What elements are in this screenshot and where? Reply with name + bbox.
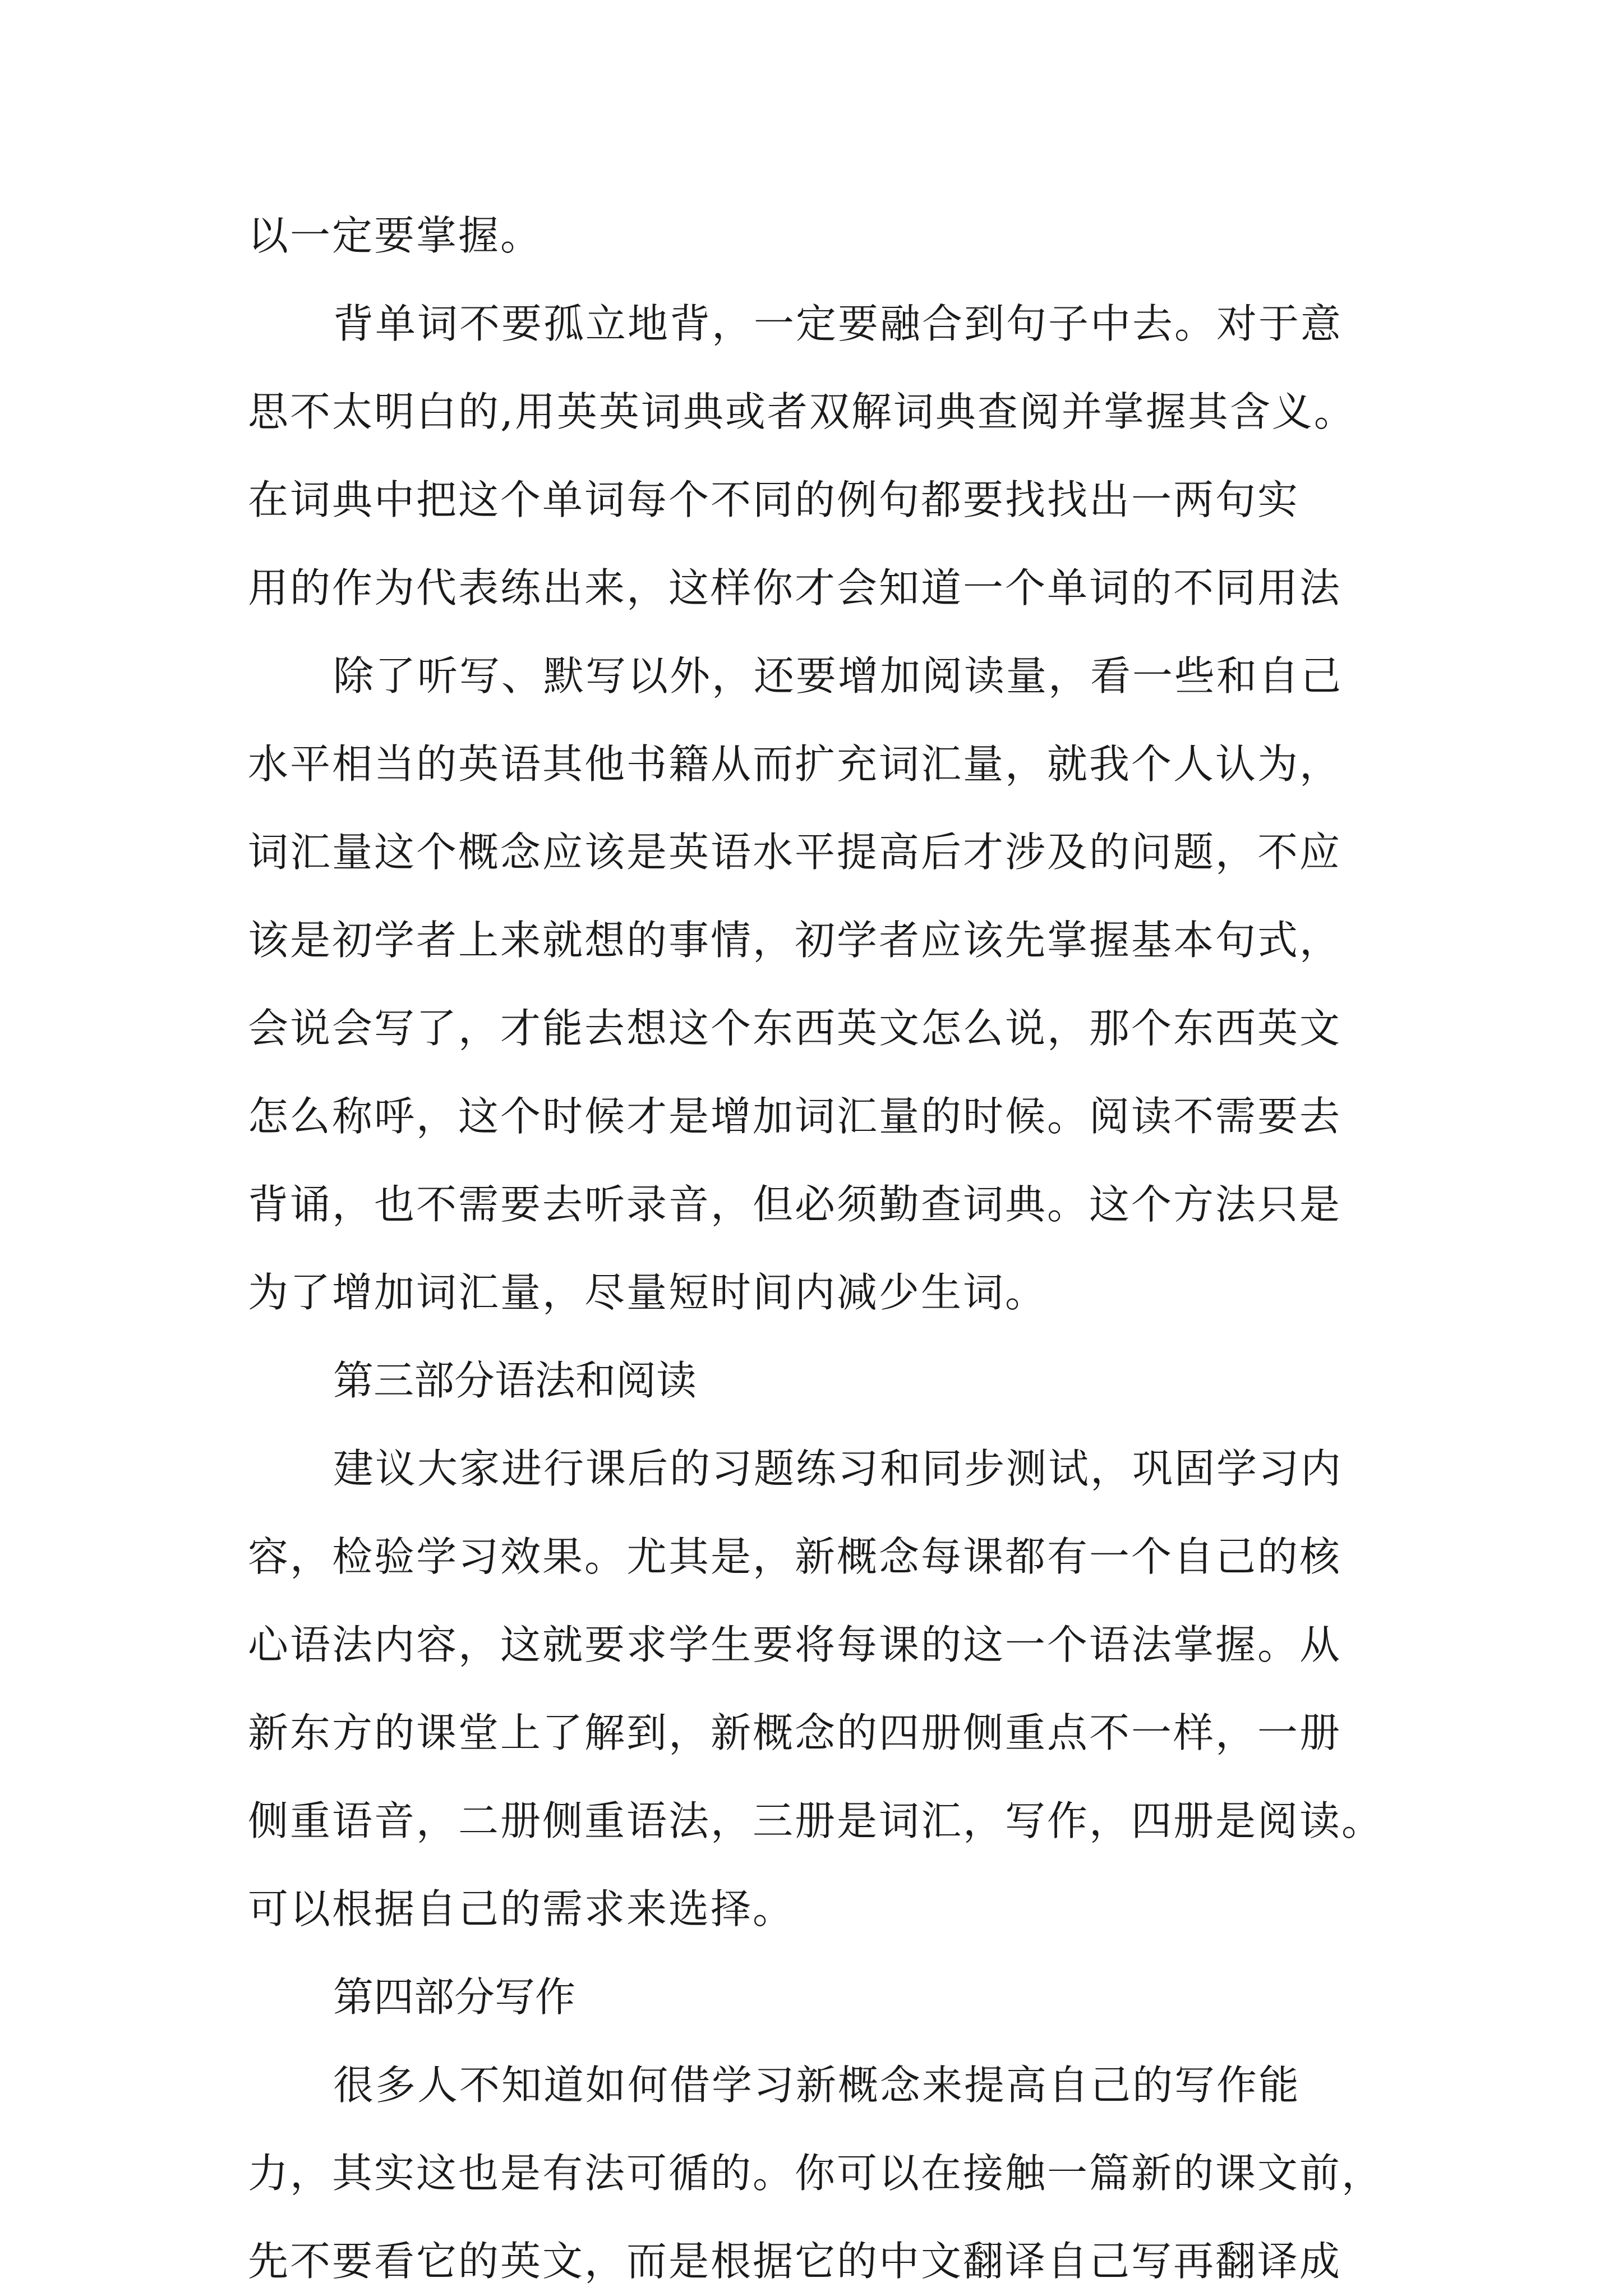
paragraph-line: 先不要看它的英文，而是根据它的中文翻译自己写再翻译成 — [248, 2238, 1342, 2285]
paragraph-line: 以一定要掌握。 — [248, 212, 543, 259]
paragraph-line: 背诵，也不需要去听录音，但必须勤查词典。这个方法只是 — [248, 1181, 1342, 1228]
paragraph-line: 容，检验学习效果。尤其是，新概念每课都有一个自己的核 — [248, 1533, 1342, 1580]
section-heading: 第四部分写作 — [333, 1973, 576, 2021]
paragraph-line: 可以根据自己的需求来选择。 — [248, 1885, 795, 1932]
paragraph-line: 除了听写、默写以外，还要增加阅读量，看一些和自己 — [333, 652, 1343, 700]
paragraph-line: 新东方的课堂上了解到，新概念的四册侧重点不一样，一册 — [248, 1709, 1342, 1756]
section-heading: 第三部分语法和阅读 — [333, 1357, 697, 1404]
paragraph-line: 会说会写了，才能去想这个东西英文怎么说，那个东西英文 — [248, 1005, 1342, 1052]
paragraph-line: 思不太明白的,用英英词典或者双解词典查阅并掌握其含义。 — [248, 388, 1356, 435]
paragraph-line: 建议大家进行课后的习题练习和同步测试，巩固学习内 — [333, 1445, 1343, 1492]
paragraph-line: 用的作为代表练出来，这样你才会知道一个单词的不同用法 — [248, 564, 1342, 611]
paragraph-line: 怎么称呼，这个时候才是增加词汇量的时候。阅读不需要去 — [248, 1093, 1342, 1140]
paragraph-line: 很多人不知道如何借学习新概念来提高自己的写作能 — [333, 2062, 1301, 2109]
paragraph-line: 水平相当的英语其他书籍从而扩充词汇量，就我个人认为， — [248, 740, 1342, 788]
paragraph-line: 在词典中把这个单词每个不同的例句都要找找出一两句实 — [248, 476, 1300, 523]
paragraph-line: 侧重语音，二册侧重语法，三册是词汇，写作，四册是阅读。 — [248, 1797, 1384, 1844]
paragraph-line: 词汇量这个概念应该是英语水平提高后才涉及的问题，不应 — [248, 829, 1342, 876]
paragraph-line: 力，其实这也是有法可循的。你可以在接触一篇新的课文前， — [248, 2150, 1384, 2197]
paragraph-line: 为了增加词汇量，尽量短时间内减少生词。 — [248, 1269, 1048, 1316]
paragraph-line: 心语法内容，这就要求学生要将每课的这一个语法掌握。从 — [248, 1621, 1342, 1668]
paragraph-line: 该是初学者上来就想的事情，初学者应该先掌握基本句式， — [248, 917, 1342, 964]
paragraph-line: 背单词不要孤立地背，一定要融合到句子中去。对于意 — [333, 300, 1343, 347]
